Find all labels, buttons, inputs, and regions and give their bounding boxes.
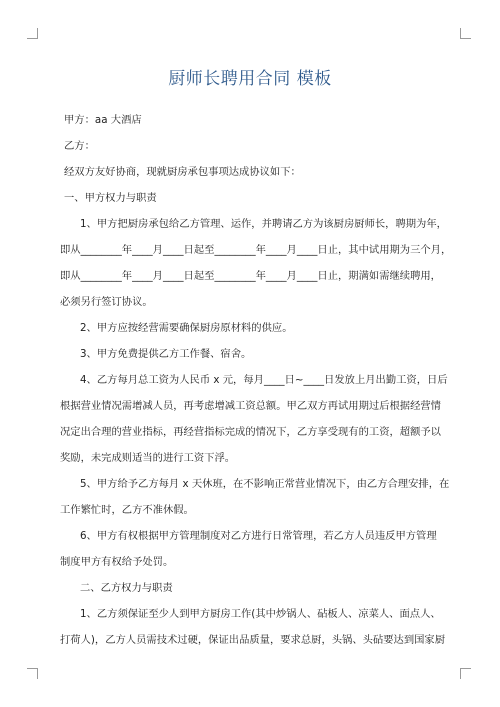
clause-b1-line1: 1、乙方须保证至少人到甲方厨房工作(其中炒锅人、砧板人、凉菜人、面点人、 bbox=[80, 608, 441, 620]
clause-a4-line2: 根据营业情况需增减人员，再考虑增减工资总额。甲乙双方再试用期过后根据经营情 bbox=[60, 400, 441, 412]
clause-b1-line2: 打荷人)，乙方人员需技术过硬，保证出品质量，要求总厨，头锅、头砧要达到国家厨 bbox=[60, 634, 445, 646]
section-heading-party-b: 二、乙方权力与职责 bbox=[80, 582, 173, 594]
clause-a1-line4: 必须另行签订协议。 bbox=[60, 296, 153, 308]
clause-a3: 3、甲方免费提供乙方工作餐、宿舍。 bbox=[80, 348, 252, 360]
clause-a1-line2: 即从________年____月____日起至________年____月____日止，其中试用期为三个月， bbox=[60, 244, 452, 256]
clause-a6-line1: 6、甲方有权根据甲方管理制度对乙方进行日常管理，若乙方人员违反甲方管理 bbox=[80, 530, 437, 542]
clause-a1-line1: 1、甲方把厨房承包给乙方管理、运作，并聘请乙方为该厨房厨师长，聘期为年， bbox=[80, 218, 447, 230]
clause-a1-line3: 即从________年____月____日起至________年____月____日止，期满如需继续聘用， bbox=[60, 270, 441, 282]
party-b-line: 乙方： bbox=[64, 140, 95, 152]
clause-a2: 2、甲方应按经营需要确保厨房原材料的供应。 bbox=[80, 322, 293, 334]
clause-a5-line2: 工作繁忙时，乙方不准休假。 bbox=[60, 504, 194, 516]
page-corner-mark-top-left bbox=[27, 28, 38, 39]
page-corner-mark-bottom-right bbox=[460, 668, 471, 679]
party-a-line: 甲方：aa 大酒店 bbox=[64, 114, 142, 126]
section-heading-party-a: 一、甲方权力与职责 bbox=[64, 192, 157, 204]
page-corner-mark-top-right bbox=[460, 28, 471, 39]
clause-a4-line4: 奖励，未完成则适当的进行工资下浮。 bbox=[60, 452, 236, 464]
clause-a5-line1: 5、甲方给予乙方每月 x 天休班，在不影响正常营业情况下，由乙方合理安排，在 bbox=[80, 478, 450, 490]
intro-paragraph: 经双方友好协商，现就厨房承包事项达成协议如下： bbox=[64, 166, 301, 178]
document-title: 厨师长聘用合同 模板 bbox=[168, 69, 332, 89]
clause-a4-line3: 况定出合理的营业指标，再经营指标完成的情况下，乙方享受现有的工资，超额予以 bbox=[60, 426, 441, 438]
clause-a6-line2: 制度甲方有权给予处罚。 bbox=[60, 556, 174, 568]
page-corner-mark-bottom-left bbox=[27, 668, 38, 679]
clause-a4-line1: 4、乙方每月总工资为人民币 x 元，每月____日~____日发放上月出勤工资，日后 bbox=[80, 374, 448, 386]
